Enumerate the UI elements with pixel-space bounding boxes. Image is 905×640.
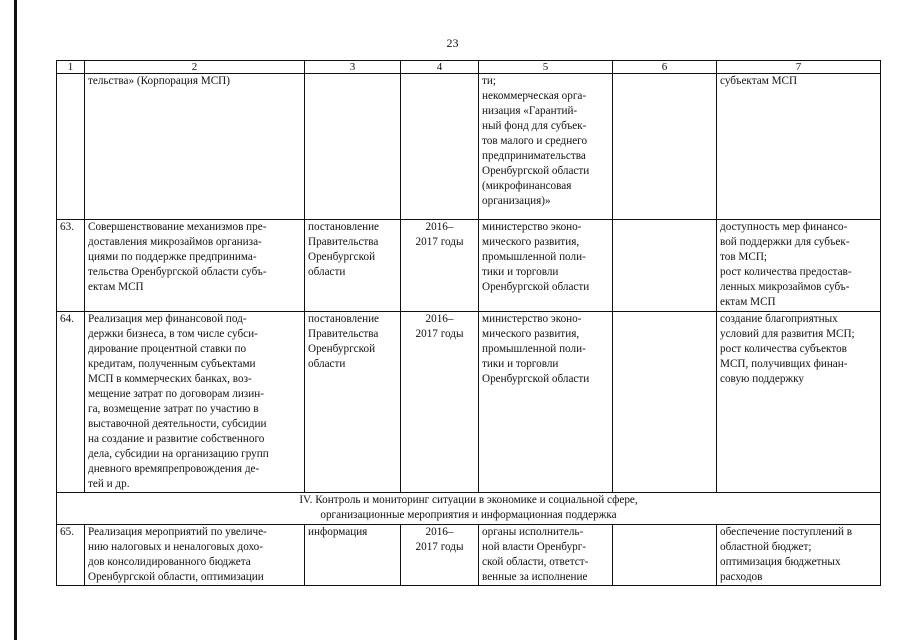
measure-cell: Совершенствование механизмов пре- доставления микрозаймов организа- циями по поддержке предпринима- тельства Оренбургской области субъ- ектам МСП [85,220,305,312]
section-heading: IV. Контроль и мониторинг ситуации в экономике и социальной сфере, организационные мероприятия и информационная поддержка [57,493,881,525]
column-number-header [57,61,881,74]
table-row [57,220,881,312]
measure-cell: Реализация мероприятий по увеличе- нию налоговых и неналоговых дохо- дов консолидированного бюджета Оренбургской области, оптимизации [85,525,305,586]
document-cell: информация [305,525,401,586]
section-heading-row [57,493,881,525]
document-cell: постановление Правительства Оренбургской области [305,312,401,493]
column-header-5: 5 [479,61,613,74]
page-number: 23 [446,36,459,50]
document-cell: постановление Правительства Оренбургской области [305,220,401,312]
result-cell: доступность мер финансо- вой поддержки для субъек- тов МСП; рост количества предостав- ленных микрозаймов субъ- ектам МСП [717,220,881,312]
measure-cell: Реализация мер финансовой под- держки бизнеса, в том числе субси- дирование процентной ставки по кредитам, полученным субъектами МСП в коммерческих банках, воз- мещение затрат по договорам лизин- га, возмещение затрат по участию в выставочной деятельности, субсидии на создание и развитие собственного дела, субсидии на организацию групп дневного времяпрепровождения де- тей и др. [85,312,305,493]
row-number: 64. [57,312,85,493]
col6-cell [613,220,717,312]
measure-cell: тельства» (Корпорация МСП) [85,74,305,220]
period-cell [401,74,479,220]
column-header-6: 6 [613,61,717,74]
result-cell: обеспечение поступлений в областной бюджет; оптимизация бюджетных расходов [717,525,881,586]
column-header-3: 3 [305,61,401,74]
column-header-4: 4 [401,61,479,74]
row-number: 63. [57,220,85,312]
table-row [57,312,881,493]
executor-cell: министерство эконо- мического развития, промышленной поли- тики и торговли Оренбургской области [479,220,613,312]
col6-cell [613,525,717,586]
executor-cell: министерство эконо- мического развития, промышленной поли- тики и торговли Оренбургской области [479,312,613,493]
column-header-2: 2 [85,61,305,74]
period-cell: 2016– 2017 годы [401,220,479,312]
row-number [57,74,85,220]
document-cell [305,74,401,220]
row-number: 65. [57,525,85,586]
col6-cell [613,74,717,220]
col6-cell [613,312,717,493]
result-cell: субъектам МСП [717,74,881,220]
period-cell: 2016– 2017 годы [401,525,479,586]
table-row [57,525,881,586]
executor-cell: ти; некоммерческая орга- низация «Гарантий- ный фонд для субъек- тов малого и среднего предпринимательства Оренбургской области (микрофинансовая организация)» [479,74,613,220]
column-header-1: 1 [57,61,85,74]
binding-edge-line [14,0,17,640]
executor-cell: органы исполнитель- ной власти Оренбург- ской области, ответст- венные за исполнение [479,525,613,586]
table-row [57,74,881,220]
result-cell: создание благоприятных условий для развития МСП; рост количества субъектов МСП, получивщих финан- совую поддержку [717,312,881,493]
column-header-7: 7 [717,61,881,74]
period-cell: 2016– 2017 годы [401,312,479,493]
measures-table [56,60,881,586]
